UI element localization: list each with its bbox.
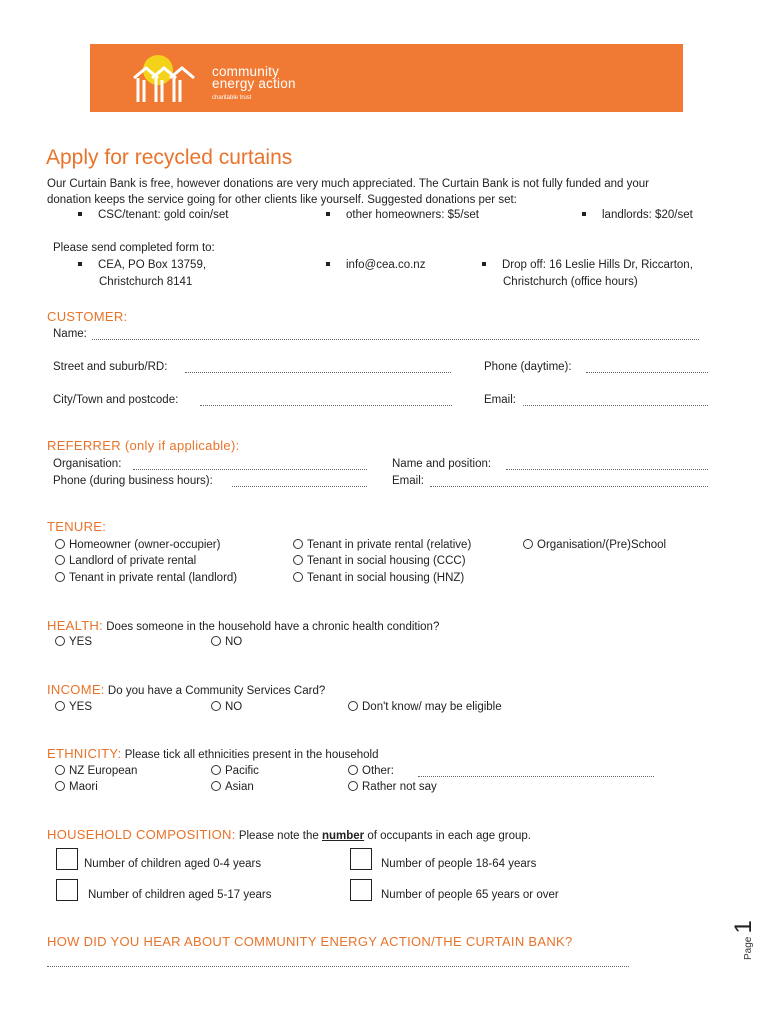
income-heading: INCOME: [47,682,105,697]
income-option-yes[interactable]: YES [55,701,92,713]
logo-wordmark [212,66,296,90]
logo-subtitle: charitable trust [212,95,252,101]
children-0-4-box[interactable] [56,848,78,870]
household-heading: HOUSEHOLD COMPOSITION: [47,827,236,842]
people-18-64-label: Number of people 18-64 years [381,858,537,870]
health-row [47,618,439,633]
send-dropoff: Drop off: 16 Leslie Hills Dr, Riccarton, [482,259,693,271]
intro-line1: Our Curtain Bank is free, however donations are very much appreciated. The Curtain Bank is not fully funded and your [47,178,649,190]
radio-icon[interactable] [211,701,221,711]
radio-icon[interactable] [348,781,358,791]
ethnicity-other-field[interactable] [418,776,654,777]
send-email: info@cea.co.nz [326,259,425,271]
referrer-phone-label: Phone (during business hours): [53,475,213,487]
ethnicity-option[interactable]: Pacific [211,765,259,777]
household-note-after: of occupants in each age group. [367,830,532,842]
bullet-icon [326,262,330,266]
referrer-name-field[interactable] [506,469,708,470]
radio-icon[interactable] [293,572,303,582]
people-65-box[interactable] [350,879,372,901]
customer-heading: CUSTOMER: [47,309,128,324]
ethnicity-heading: ETHNICITY: [47,746,122,761]
people-18-64-box[interactable] [350,848,372,870]
bullet-icon [326,212,330,216]
radio-icon[interactable] [211,636,221,646]
tenure-option[interactable]: Tenant in private rental (relative) [293,539,471,551]
customer-email-field[interactable] [523,405,708,406]
radio-icon[interactable] [348,701,358,711]
radio-icon[interactable] [55,701,65,711]
radio-icon[interactable] [523,539,533,549]
radio-icon[interactable] [293,539,303,549]
customer-phone-label: Phone (daytime): [484,361,572,373]
radio-icon[interactable] [55,572,65,582]
tenure-option[interactable]: Homeowner (owner-occupier) [55,539,220,551]
bullet-icon [582,212,586,216]
health-heading: HEALTH: [47,618,104,633]
children-0-4-label: Number of children aged 0-4 years [84,858,262,870]
send-to-label: Please send completed form to: [53,242,215,254]
logo-line1: community [212,64,280,79]
radio-icon[interactable] [348,765,358,775]
ethnicity-option[interactable]: Rather not say [348,781,437,793]
radio-icon[interactable] [293,555,303,565]
income-option-no[interactable]: NO [211,701,242,713]
tenure-option[interactable]: Tenant in social housing (CCC) [293,555,466,567]
radio-icon[interactable] [211,781,221,791]
radio-icon[interactable] [55,555,65,565]
ethnicity-option-other[interactable]: Other: [348,765,394,777]
customer-name-label: Name: [53,328,87,340]
hear-heading: HOW DID YOU HEAR ABOUT COMMUNITY ENERGY ACTION/THE CURTAIN BANK? [47,934,573,949]
income-question: Do you have a Community Services Card? [107,685,326,697]
household-note-before: Please note the [238,830,319,842]
referrer-org-field[interactable] [133,469,367,470]
bullet-icon [482,262,486,266]
tenure-heading: TENURE: [47,519,107,534]
referrer-name-label: Name and position: [392,458,492,470]
household-note-bold: number [321,830,365,842]
ethnicity-option[interactable]: NZ European [55,765,137,777]
page-title: Apply for recycled curtains [46,146,293,169]
donation-item: landlords: $20/set [582,209,693,221]
customer-city-field[interactable] [200,405,452,406]
tenure-option[interactable]: Tenant in private rental (landlord) [55,572,237,584]
radio-icon[interactable] [55,539,65,549]
tenure-option[interactable]: Tenant in social housing (HNZ) [293,572,464,584]
people-65-label: Number of people 65 years or over [381,889,559,901]
customer-name-field[interactable] [92,339,699,340]
health-question: Does someone in the household have a chronic health condition? [106,621,440,633]
income-option-unsure[interactable]: Don't know/ may be eligible [348,701,502,713]
income-row [47,682,325,697]
referrer-org-label: Organisation: [53,458,122,470]
page-footer [730,920,758,960]
page-word: Page [743,936,754,960]
page-number: 1 [730,920,757,934]
radio-icon[interactable] [211,765,221,775]
referrer-phone-field[interactable] [232,486,367,487]
children-5-17-label: Number of children aged 5-17 years [88,889,272,901]
referrer-heading: REFERRER (only if applicable): [47,438,240,453]
logo-icon [90,44,210,112]
radio-icon[interactable] [55,636,65,646]
logo-line2: energy action [212,76,296,91]
children-5-17-box[interactable] [56,879,78,901]
customer-email-label: Email: [484,394,516,406]
ethnicity-question: Please tick all ethnicities present in the household [124,749,379,761]
radio-icon[interactable] [55,765,65,775]
customer-street-field[interactable] [185,372,451,373]
bullet-icon [78,262,82,266]
health-option-no[interactable]: NO [211,636,242,648]
customer-phone-field[interactable] [586,372,708,373]
send-dropoff-line2: Christchurch (office hours) [503,276,638,288]
radio-icon[interactable] [55,781,65,791]
tenure-option[interactable]: Organisation/(Pre)School [523,539,666,551]
intro-line2: donation keeps the service going for other clients like yourself. Suggested donations per set: [47,194,517,206]
referrer-email-field[interactable] [430,486,708,487]
tenure-option[interactable]: Landlord of private rental [55,555,196,567]
ethnicity-option[interactable]: Asian [211,781,254,793]
donation-item: other homeowners: $5/set [326,209,479,221]
customer-city-label: City/Town and postcode: [53,394,179,406]
send-address: CEA, PO Box 13759, [78,259,206,271]
donation-item: CSC/tenant: gold coin/set [78,209,228,221]
household-row [47,827,531,842]
health-option-yes[interactable]: YES [55,636,92,648]
bullet-icon [78,212,82,216]
header-banner [90,44,683,112]
hear-field[interactable] [47,966,629,967]
ethnicity-row [47,746,379,761]
customer-street-label: Street and suburb/RD: [53,361,168,373]
ethnicity-option[interactable]: Maori [55,781,98,793]
send-address-line2: Christchurch 8141 [99,276,193,288]
referrer-email-label: Email: [392,475,424,487]
